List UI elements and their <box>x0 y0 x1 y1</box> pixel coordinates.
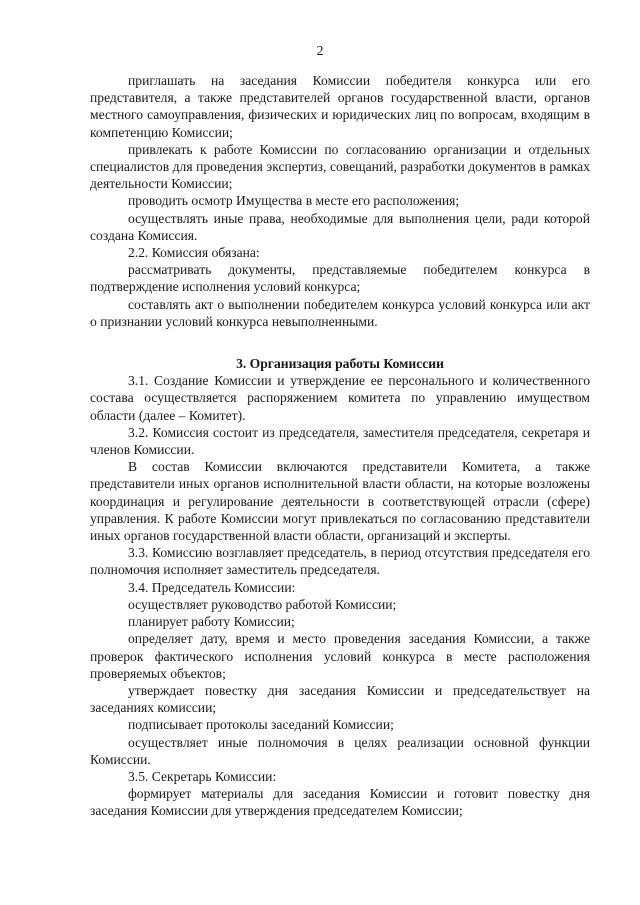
paragraph: 3.3. Комиссию возглавляет председатель, в период отсутствия председателя его полномочия исполняет заместитель председателя. <box>90 545 590 578</box>
clause-3-4-heading: 3.4. Председатель Комиссии: <box>128 579 296 595</box>
paragraph: составлять акт о выполнении победителем конкурса условий конкурса или акт о признании условий конкурса невыполненными. <box>90 296 590 329</box>
paragraph: В состав Комиссии включаются представители Комитета, а также представители иных органов исполнительной власти области, на которые возложены координация и регулирование деятельности в соответствующей отрасли (сфере) управления. К работе Комиссии могут привлекаться по согласованию представители иных органов государственной власти области, организаций и эксперты. <box>90 459 590 544</box>
paragraph: подписывает протоколы заседаний Комиссии; <box>128 717 394 733</box>
paragraph: приглашать на заседания Комиссии победителя конкурса или его представителя, а также представителей органов государственной власти, органов местного самоуправления, физических и юридических лиц по вопросам, входящим в компетенцию Комиссии; <box>90 73 590 140</box>
paragraph: формирует материалы для заседания Комиссии и готовит повестку дня заседания Комиссии для утверждения председателем Комиссии; <box>90 786 590 819</box>
page-number: 2 <box>316 43 324 58</box>
paragraph: осуществлять иные права, необходимые для выполнения цели, ради которой создана Комиссия. <box>90 210 590 243</box>
paragraph: определяет дату, время и место проведения заседания Комиссии, а также проверок фактического исполнения условий конкурса в месте расположения проверяемых объектов; <box>90 631 590 681</box>
paragraph: планирует работу Комиссии; <box>128 614 295 630</box>
paragraph: 3.1. Создание Комиссии и утверждение ее персонального и количественного состава осуществляется распоряжением комитета по управлению имуществом области (далее – Комитет). <box>90 373 590 423</box>
section-spacer <box>90 330 590 346</box>
paragraph: рассматривать документы, представляемые победителем конкурса в подтверждение исполнения условий конкурса; <box>90 262 590 295</box>
paragraph: проводить осмотр Имущества в месте его расположения; <box>128 193 460 209</box>
section-3-heading: 3. Организация работы Комиссии <box>236 356 444 372</box>
paragraph: привлекать к работе Комиссии по согласованию организации и отдельных специалистов для проведения экспертиз, совещаний, разработки документов в рамках деятельности Комиссии; <box>90 141 590 192</box>
paragraph: осуществляет иные полномочия в целях реализации основной функции Комиссии. <box>90 734 590 767</box>
clause-2-2-heading: 2.2. Комиссия обязана: <box>128 245 260 261</box>
paragraph: утверждает повестку дня заседания Комиссии и председательствует на заседаниях комиссии; <box>90 682 590 716</box>
paragraph: осуществляет руководство работой Комиссии; <box>128 596 397 612</box>
document-body <box>90 72 590 820</box>
paragraph: 3.2. Комиссия состоит из председателя, заместителя председателя, секретаря и членов Комиссии. <box>90 424 590 458</box>
clause-3-5-heading: 3.5. Секретарь Комиссии: <box>128 768 277 784</box>
